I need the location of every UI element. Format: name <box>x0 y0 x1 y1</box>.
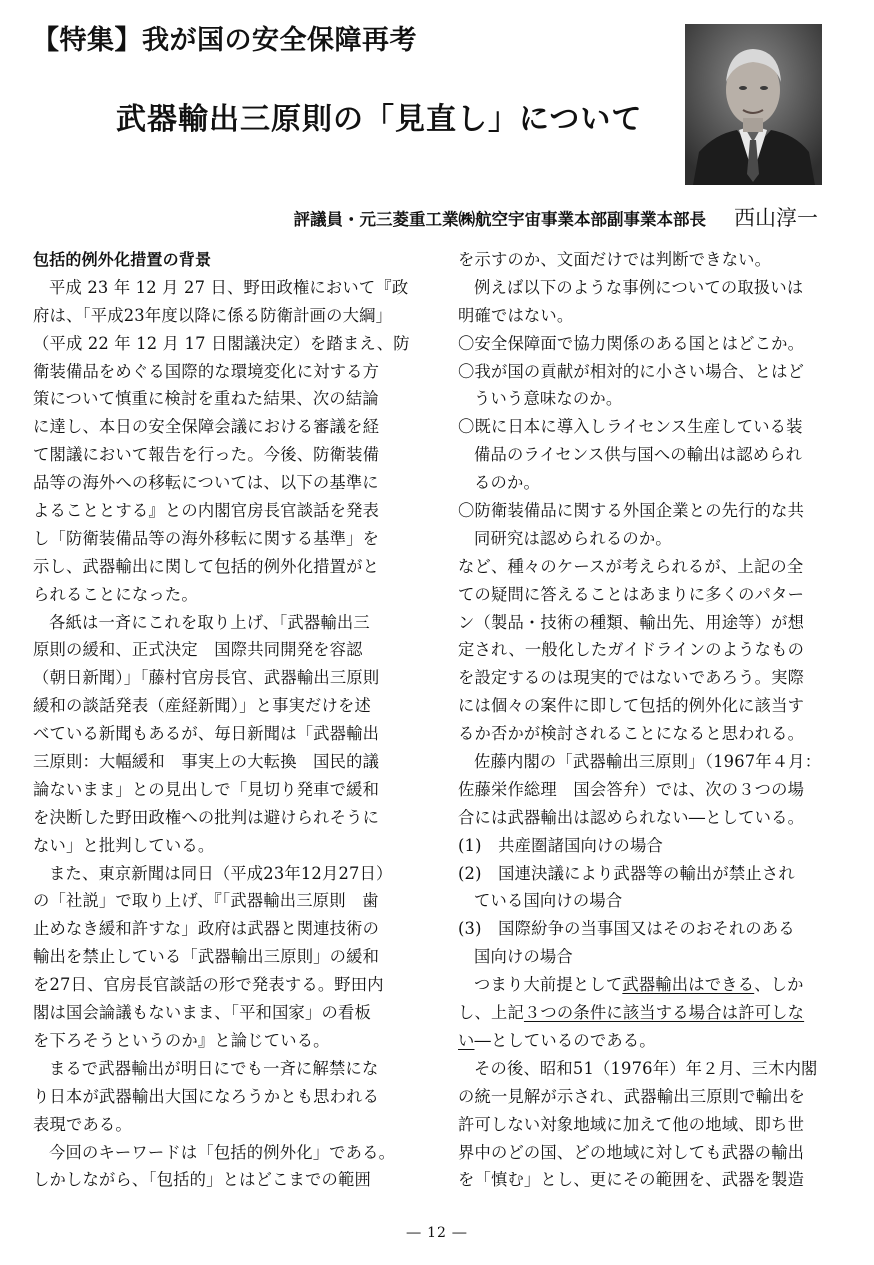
text-run: ―としているのである。 <box>474 1030 656 1050</box>
paragraph-line: 合には武器輸出は認められない―としている。 <box>458 807 805 827</box>
list-item: 〇我が国の貢献が相対的に小さい場合、とはど <box>458 361 805 381</box>
paragraph-line: 閣は国会論議もないまま、「平和国家」の看板 <box>33 1003 371 1023</box>
underlined-text: い <box>458 1030 475 1050</box>
paragraph-line: 明確ではない。 <box>458 305 574 325</box>
paragraph-line: の統一見解が示され、武器輸出三原則で輸出を <box>458 1086 806 1106</box>
paragraph-line: 表現である。 <box>33 1114 132 1134</box>
paragraph-line: 定され、一般化したガイドラインのようなもの <box>458 640 805 660</box>
paragraph-line: を27日、官房長官談話の形で発表する。野田内 <box>33 975 384 995</box>
paragraph-line: ン（製品・技術の種類、輸出先、用途等）が想 <box>458 612 805 632</box>
paragraph-line: には個々の案件に即して包括的例外化に該当す <box>458 696 805 716</box>
paragraph-line: （朝日新聞）」「藤村官房長官、武器輸出三原則 <box>33 668 380 688</box>
paragraph-line: 論ないまま」との見出しで「見切り発車で緩和 <box>33 779 380 799</box>
paragraph-line: その後、昭和51（1976年）年２月、三木内閣 <box>474 1058 818 1078</box>
paragraph-line: 佐藤内閣の「武器輸出三原則」（1967年４月： <box>474 752 822 772</box>
paragraph-line: しかしながら、「包括的」とはどこまでの範囲 <box>33 1170 371 1190</box>
paragraph-line: 原則の緩和、正式決定 国際共同開発を容認 <box>33 640 363 660</box>
paragraph-line: 界中のどの国、どの地域に対しても武器の輸出 <box>458 1142 805 1162</box>
paragraph-line: 今回のキーワードは「包括的例外化」である。 <box>49 1142 396 1162</box>
paragraph-line: て閣議において報告を行った。今後、防衛装備 <box>33 445 380 465</box>
paragraph-line: 府は、「平成23年度以降に係る防衛計画の大綱」 <box>33 305 393 325</box>
paragraph-line: 輸出を禁止している「武器輸出三原則」の緩和 <box>33 947 380 967</box>
paragraph-line: 佐藤栄作総理 国会答弁）では、次の３つの場 <box>458 779 805 799</box>
paragraph-line: を「慎む」とし、更にその範囲を、武器を製造 <box>458 1170 805 1190</box>
list-item-continuation: 同研究は認められるのか。 <box>474 528 672 548</box>
paragraph-line: （平成 22 年 12 月 17 日閣議決定）を踏まえ、防 <box>33 333 410 353</box>
condition-item: (1) 共産圏諸国向けの場合 <box>458 835 663 855</box>
list-item-continuation: るのか。 <box>474 473 540 493</box>
paragraph-line <box>458 999 830 1027</box>
paragraph-line: を示すのか、文面だけでは判断できない。 <box>458 250 772 269</box>
paragraph-line: 衛装備品をめぐる国際的な環境変化に対する方 <box>33 361 380 381</box>
paragraph-line: よることとする』との内閣官房長官談話を発表 <box>33 501 380 521</box>
paragraph-line <box>458 971 830 999</box>
paragraph-line: し「防衛装備品等の海外移転に関する基準」を <box>33 528 380 548</box>
article-title: 武器輸出三原則の「見直し」について <box>116 102 643 137</box>
text-run: 、しか <box>754 975 804 995</box>
condition-item: (3) 国際紛争の当事国又はそのおそれのある <box>458 919 795 939</box>
paragraph-line: ての疑問に答えることはあまりに多くのパター <box>458 584 805 604</box>
paragraph-line: 許可しない対象地域に加えて他の地域、即ち世 <box>458 1114 805 1134</box>
paragraph-line: 例えば以下のような事例についての取扱いは <box>474 277 804 297</box>
paragraph-line: 止めなき緩和許すな」政府は武器と関連技術の <box>33 919 380 939</box>
paragraph-line: るか否かが検討されることになると思われる。 <box>458 724 805 744</box>
page-number: ― 12 ― <box>406 1225 468 1241</box>
paragraph-line: ない」と批判している。 <box>33 835 215 855</box>
paragraph-line: 策について慎重に検討を重ねた結果、次の結論 <box>33 389 379 409</box>
author-affiliation: 評議員・元三菱重工業㈱航空宇宙事業本部副事業本部長 <box>293 210 706 229</box>
paragraph-line: 品等の海外への移転については、以下の基準に <box>33 473 379 493</box>
author-byline <box>294 202 819 232</box>
list-item-continuation: 備品のライセンス供与国への輸出は認められ <box>474 445 803 465</box>
author-photo <box>685 24 822 185</box>
series-title: 【特集】我が国の安全保障再考 <box>32 25 417 56</box>
underlined-text: ３つの条件に該当する場合は許可しな <box>523 1003 805 1023</box>
author-name: 西山淳一 <box>734 206 818 230</box>
paragraph-line: 緩和の談話発表（産経新聞）」と事実だけを述 <box>33 696 371 716</box>
paragraph-line: に達し、本日の安全保障会議における審議を経 <box>33 417 380 437</box>
condition-item-continuation: ている国向けの場合 <box>474 891 623 911</box>
paragraph-line: まるで武器輸出が明日にでも一斉に解禁にな <box>49 1058 379 1078</box>
paragraph-line: など、種々のケースが考えられるが、上記の全 <box>458 556 804 576</box>
paragraph-line: を下ろそうというのか』と論じている。 <box>33 1030 330 1050</box>
underlined-text: 武器輸出はできる <box>622 975 755 995</box>
left-column <box>33 246 410 1194</box>
condition-item: (2) 国連決議により武器等の輸出が禁止され <box>458 863 795 883</box>
paragraph-line: 平成 23 年 12 月 27 日、野田政権において『政 <box>49 277 409 297</box>
paragraph-line: を決断した野田政権への批判は避けられそうに <box>33 807 380 827</box>
paragraph-line: また、東京新聞は同日（平成23年12月27日） <box>49 863 393 883</box>
paragraph-line <box>458 1027 830 1055</box>
paragraph-line: の「社説」で取り上げ、『「武器輸出三原則 歯 <box>33 891 379 911</box>
paragraph-line: 各紙は一斉にこれを取り上げ、「武器輸出三 <box>49 612 370 632</box>
paragraph-line: 三原則：大幅緩和 事実上の大転換 国民的議 <box>33 752 380 772</box>
paragraph-line: べている新聞もあるが、毎日新聞は「武器輸出 <box>33 724 380 744</box>
text-run: し、上記 <box>458 1003 524 1023</box>
list-item-continuation: ういう意味なのか。 <box>474 389 623 409</box>
author-portrait-image <box>685 24 822 185</box>
section-heading: 包括的例外化措置の背景 <box>33 250 212 269</box>
paragraph-line: 示し、武器輸出に関して包括的例外化措置がと <box>33 556 380 576</box>
list-item: 〇防衛装備品に関する外国企業との先行的な共 <box>458 501 805 521</box>
list-item: 〇既に日本に導入しライセンス生産している装 <box>458 417 803 437</box>
paragraph-line: を設定するのは現実的ではないであろう。実際 <box>458 668 805 688</box>
condition-item-continuation: 国向けの場合 <box>474 947 573 967</box>
paragraph-line: り日本が武器輸出大国になろうかとも思われる <box>33 1086 380 1106</box>
right-column <box>458 246 830 1194</box>
text-run: つまり大前提として <box>474 975 623 995</box>
list-item: 〇安全保障面で協力関係のある国とはどこか。 <box>458 333 805 353</box>
paragraph-line: られることになった。 <box>33 584 198 604</box>
